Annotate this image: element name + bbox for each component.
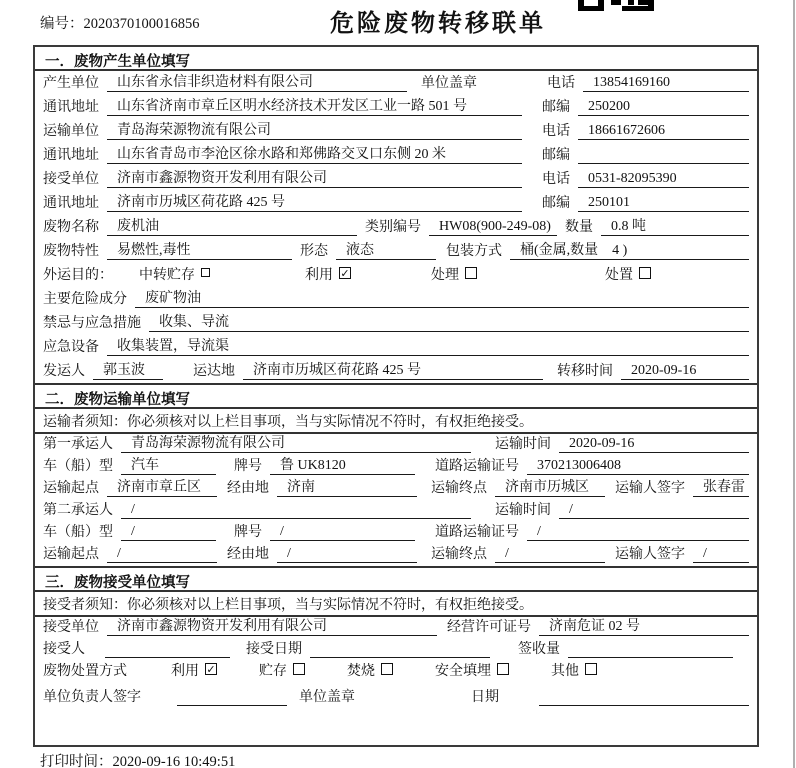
receiver-phone-label: 电话 [542, 172, 570, 187]
option-treat-label: 处理 [431, 268, 459, 283]
page-title: 危险废物转移联单 [330, 10, 546, 37]
waste-name-row [35, 215, 757, 239]
second-carrier-time-value: / [559, 502, 749, 519]
plate-number-label: 牌号 [234, 525, 262, 540]
receiver-address-value: 济南市历城区荷花路 425 号 [107, 191, 522, 212]
option-disposal-storage-label: 贮存 [259, 664, 287, 679]
transfer-purpose-row [35, 263, 757, 287]
vehicle-type-label: 车（船）型 [43, 459, 113, 474]
first-route-row [35, 478, 757, 500]
transfer-date-value: 2020-09-16 [621, 363, 749, 380]
option-disposal-landfill-label: 安全填埋 [435, 664, 491, 679]
page-right-edge-line [793, 0, 795, 768]
transporter-zip-label: 邮编 [542, 148, 570, 163]
packing-value: 桶(金属,数量 4 ) [510, 239, 749, 260]
second-origin-value: / [107, 546, 217, 563]
serial-number [40, 12, 200, 33]
waste-name-label: 废物名称 [43, 220, 99, 235]
receiver-address-row [35, 191, 757, 215]
section1-header: 一．废物产生单位填写 [35, 47, 757, 71]
second-plate-number-value: / [270, 524, 415, 541]
receiver-zip-value: 250101 [578, 195, 749, 212]
option-dispose [605, 264, 651, 284]
hazard-component-row [35, 287, 757, 311]
option-disposal-utilize-label: 利用 [171, 664, 199, 679]
endpoint-label: 运输终点 [431, 547, 487, 562]
quantity-value: 0.8 吨 [601, 215, 749, 236]
checkmark: ✓ [206, 662, 216, 676]
license-number-label: 经营许可证号 [447, 620, 531, 635]
receiver-address-label: 通讯地址 [43, 196, 99, 211]
category-code-value: HW08(900-249-08) [429, 219, 557, 236]
accept-unit-row [35, 617, 757, 639]
producer-unit-label: 产生单位 [43, 76, 99, 91]
transporter-address-row [35, 143, 757, 167]
checkbox-disposal-incinerate [381, 663, 393, 675]
first-plate-number-value: 鲁 UK8120 [270, 454, 415, 475]
unit-seal-label: 单位盖章 [421, 76, 477, 91]
producer-phone-label: 电话 [547, 76, 575, 91]
date-value [539, 705, 749, 706]
second-carrier-label: 第二承运人 [43, 503, 113, 518]
waste-character-label: 废物特性 [43, 244, 99, 259]
serial-value: 2020370100016856 [83, 16, 200, 32]
first-carrier-value: 青岛海荣源物流有限公司 [121, 432, 471, 453]
option-disposal-landfill [435, 660, 509, 680]
transporter-address-value: 山东省青岛市李沧区徐水路和郑佛路交叉口东侧 20 米 [107, 143, 522, 164]
checkbox-transit-storage [201, 268, 210, 277]
transporter-unit-value: 青岛海荣源物流有限公司 [107, 119, 522, 140]
producer-phone-value: 13854169160 [583, 75, 749, 92]
plate-number-label: 牌号 [234, 459, 262, 474]
signed-amount-label: 签收量 [518, 642, 560, 657]
second-transporter-sign-value: / [693, 546, 749, 563]
transporter-unit-label: 运输单位 [43, 124, 99, 139]
transporter-sign-label: 运输人签字 [615, 481, 685, 496]
accept-unit-label: 接受单位 [43, 620, 99, 635]
serial-label: 编号： [40, 16, 84, 32]
origin-label: 运输起点 [43, 481, 99, 496]
road-permit-label: 道路运输证号 [435, 525, 519, 540]
print-time-label: 打印时间： [40, 754, 113, 768]
quantity-label: 数量 [565, 220, 593, 235]
transporter-address-label: 通讯地址 [43, 148, 99, 163]
chief-signature-row [35, 683, 757, 709]
option-transit-storage-label: 中转贮存 [139, 268, 195, 283]
signed-amount-value [568, 657, 733, 658]
option-disposal-utilize [171, 660, 217, 680]
first-carrier-row [35, 434, 757, 456]
chief-signature-label: 单位负责人签字 [43, 690, 141, 705]
first-vehicle-type-value: 汽车 [121, 454, 216, 475]
origin-label: 运输起点 [43, 547, 99, 562]
receiver-unit-value: 济南市鑫源物资开发利用有限公司 [107, 167, 522, 188]
accept-person-value [105, 657, 230, 658]
option-utilize-label: 利用 [305, 268, 333, 283]
option-disposal-other-label: 其他 [551, 664, 579, 679]
second-vehicle-row [35, 522, 757, 544]
producer-address-row [35, 95, 757, 119]
option-disposal-storage [259, 660, 305, 680]
second-endpoint-value: / [495, 546, 605, 563]
receiver-notice: 接受者须知：你必须核对以上栏目事项，当与实际情况不符时，有权拒绝接受。 [35, 592, 757, 617]
option-disposal-other [551, 660, 597, 680]
waste-character-value: 易燃性,毒性 [107, 239, 292, 260]
consignor-value: 郭玉波 [93, 359, 163, 380]
qr-code-fragment-icon [578, 0, 654, 11]
receiver-phone-value: 0531-82095390 [578, 171, 749, 188]
first-vehicle-row [35, 456, 757, 478]
date-label: 日期 [471, 690, 499, 705]
option-disposal-incinerate [347, 660, 393, 680]
transporter-sign-label: 运输人签字 [615, 547, 685, 562]
option-disposal-incinerate-label: 焚烧 [347, 664, 375, 679]
first-carrier-time-value: 2020-09-16 [559, 436, 749, 453]
transporter-unit-row [35, 119, 757, 143]
checkbox-disposal-storage [293, 663, 305, 675]
destination-value: 济南市历城区荷花路 425 号 [243, 359, 543, 380]
transporter-phone-label: 电话 [542, 124, 570, 139]
disposal-method-row [35, 661, 757, 683]
waste-character-row [35, 239, 757, 263]
transporter-zip-value [578, 163, 749, 164]
second-route-row [35, 544, 757, 566]
section3-header: 三．废物接受单位填写 [35, 566, 757, 592]
road-permit-label: 道路运输证号 [435, 459, 519, 474]
first-via-value: 济南 [277, 476, 417, 497]
accept-date-label: 接受日期 [246, 642, 302, 657]
license-number-value: 济南危证 02 号 [539, 615, 749, 636]
checkbox-dispose [639, 267, 651, 279]
second-road-permit-value: / [527, 524, 749, 541]
receiver-unit-label: 接受单位 [43, 172, 99, 187]
category-code-label: 类别编号 [365, 220, 421, 235]
destination-label: 运达地 [193, 364, 235, 379]
hazard-component-label: 主要危险成分 [43, 292, 127, 307]
vehicle-type-label: 车（船）型 [43, 525, 113, 540]
option-dispose-label: 处置 [605, 268, 633, 283]
transporter-notice: 运输者须知：你必须核对以上栏目事项，当与实际情况不符时，有权拒绝接受。 [35, 409, 757, 434]
physical-form-value: 液态 [336, 239, 436, 260]
checkbox-disposal-utilize [205, 663, 217, 675]
transport-time-label: 运输时间 [495, 503, 551, 518]
emergency-measures-label: 禁忌与应急措施 [43, 316, 141, 331]
accept-person-row [35, 639, 757, 661]
receiver-zip-label: 邮编 [542, 196, 570, 211]
hazard-component-value: 废矿物油 [135, 287, 749, 308]
checkbox-disposal-landfill [497, 663, 509, 675]
checkbox-treat [465, 267, 477, 279]
first-endpoint-value: 济南市历城区 [495, 476, 605, 497]
disposal-method-label: 废物处置方式 [43, 664, 127, 679]
unit-seal-label: 单位盖章 [299, 690, 355, 705]
first-origin-value: 济南市章丘区 [107, 476, 217, 497]
checkbox-disposal-other [585, 663, 597, 675]
packing-label: 包装方式 [446, 244, 502, 259]
producer-address-label: 通讯地址 [43, 100, 99, 115]
receiver-unit-row [35, 167, 757, 191]
accept-date-value [310, 657, 490, 658]
transport-time-label: 运输时间 [495, 437, 551, 452]
via-label: 经由地 [227, 547, 269, 562]
second-carrier-value: / [121, 502, 471, 519]
checkmark: ✓ [340, 266, 350, 280]
print-time-value: 2020-09-16 10:49:51 [112, 754, 236, 768]
producer-zip-label: 邮编 [542, 100, 570, 115]
emergency-measures-value: 收集、导流 [149, 311, 749, 332]
physical-form-label: 形态 [300, 244, 328, 259]
transfer-purpose-label: 外运目的： [43, 268, 113, 283]
chief-signature-value [177, 705, 287, 706]
producer-zip-value: 250200 [578, 99, 749, 116]
form-table [33, 45, 759, 747]
producer-address-value: 山东省济南市章丘区明水经济技术开发区工业一路 501 号 [107, 95, 522, 116]
producer-unit-row [35, 71, 757, 95]
second-vehicle-type-value: / [121, 524, 216, 541]
via-label: 经由地 [227, 481, 269, 496]
accept-person-label: 接受人 [43, 642, 85, 657]
first-carrier-label: 第一承运人 [43, 437, 113, 452]
producer-unit-value: 山东省永信非织造材料有限公司 [107, 71, 407, 92]
consignor-label: 发运人 [43, 364, 85, 379]
accept-unit-value: 济南市鑫源物资开发利用有限公司 [107, 615, 437, 636]
section2-header: 二．废物运输单位填写 [35, 383, 757, 409]
option-treat [431, 264, 477, 284]
transporter-phone-value: 18661672606 [578, 123, 749, 140]
endpoint-label: 运输终点 [431, 481, 487, 496]
first-road-permit-value: 370213006408 [527, 458, 749, 475]
waste-name-value: 废机油 [107, 215, 357, 236]
second-carrier-row [35, 500, 757, 522]
checkbox-utilize [339, 267, 351, 279]
option-utilize [305, 264, 351, 284]
emergency-equipment-label: 应急设备 [43, 340, 99, 355]
option-transit-storage [139, 264, 210, 284]
emergency-equipment-value: 收集装置，导流渠 [107, 335, 749, 356]
consignor-row [35, 359, 757, 383]
emergency-measures-row [35, 311, 757, 335]
first-transporter-sign-value: 张春雷 [693, 476, 749, 497]
emergency-equipment-row [35, 335, 757, 359]
transfer-date-label: 转移时间 [557, 364, 613, 379]
print-time [40, 750, 235, 768]
second-via-value: / [277, 546, 417, 563]
